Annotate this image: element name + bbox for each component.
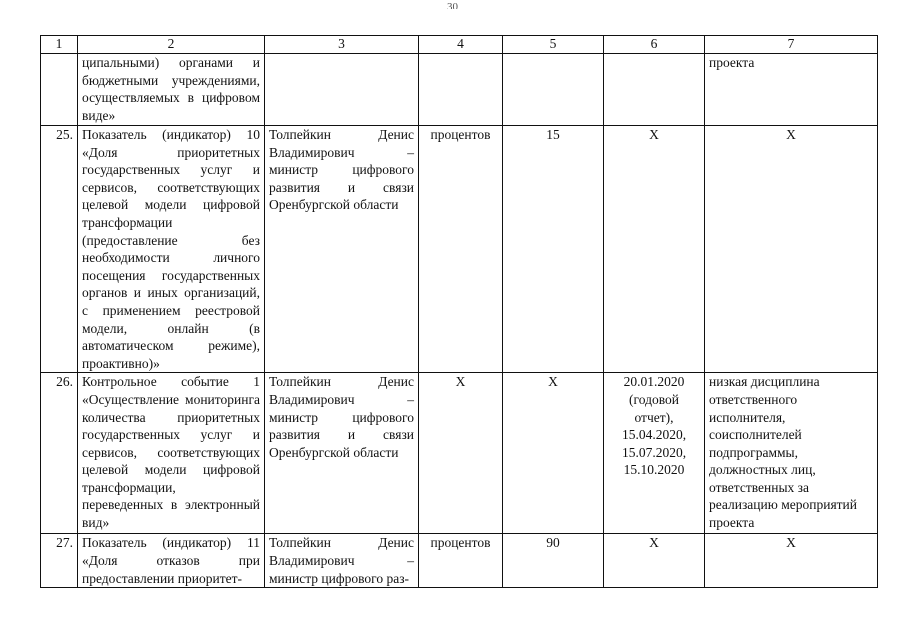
column-header: 1 (41, 36, 78, 54)
date-cell (604, 54, 705, 126)
page-number: 30 (447, 1, 458, 9)
column-header: 6 (604, 36, 705, 54)
table-row (41, 126, 878, 373)
table-row (41, 534, 878, 588)
column-header: 2 (78, 36, 265, 54)
column-header: 5 (503, 36, 604, 54)
responsible-cell: Толпейкин Денис Владимирович – министр цифрового развития и связи Оренбургской области (265, 373, 419, 534)
value-cell: 15 (503, 126, 604, 373)
risk-cell: X (705, 534, 878, 588)
indicator-cell: Контрольное событие 1 «Осуществление мониторинга количества приоритетных государственных услуг и сервисов, соответствующих целевой модели цифровой трансформации, переведенных в электронный вид» (78, 373, 265, 534)
row-number: 25. (41, 126, 78, 373)
date-cell: X (604, 126, 705, 373)
unit-cell: X (419, 373, 503, 534)
row-number (41, 54, 78, 126)
indicators-table (40, 35, 878, 588)
row-number: 26. (41, 373, 78, 534)
risk-cell: проекта (705, 54, 878, 126)
table-row (41, 54, 878, 126)
responsible-cell: Толпейкин Денис Владимирович – министр цифрового раз- (265, 534, 419, 588)
risk-cell: X (705, 126, 878, 373)
column-header: 3 (265, 36, 419, 54)
column-header: 4 (419, 36, 503, 54)
responsible-cell (265, 54, 419, 126)
table-header-row (41, 36, 878, 54)
value-cell: 90 (503, 534, 604, 588)
responsible-cell: Толпейкин Денис Владимирович – министр цифрового развития и связи Оренбургской области (265, 126, 419, 373)
date-cell: 20.01.2020 (годовой отчет), 15.04.2020, 15.07.2020, 15.10.2020 (604, 373, 705, 534)
indicator-cell: ципальными) органами и бюджетными учреждениями, осуществляемых в цифровом виде» (78, 54, 265, 126)
value-cell: X (503, 373, 604, 534)
unit-cell: процентов (419, 126, 503, 373)
table-row (41, 373, 878, 534)
indicator-cell: Показатель (индикатор) 11 «Доля отказов при предоставлении приоритет- (78, 534, 265, 588)
indicator-cell: Показатель (индикатор) 10 «Доля приоритетных государственных услуг и сервисов, соответствующих целевой модели цифровой трансформации (предоставление без необходимости личного посещения государственных органов и иных организаций, с применением реестровой модели, онлайн (в автоматическом режиме), проактивно)» (78, 126, 265, 373)
row-number: 27. (41, 534, 78, 588)
value-cell (503, 54, 604, 126)
unit-cell (419, 54, 503, 126)
unit-cell: процентов (419, 534, 503, 588)
risk-cell: низкая дисциплина ответственного исполнителя, соисполнителей подпрограммы, должностных лиц, ответственных за реализацию мероприятий проекта (705, 373, 878, 534)
date-cell: X (604, 534, 705, 588)
column-header: 7 (705, 36, 878, 54)
